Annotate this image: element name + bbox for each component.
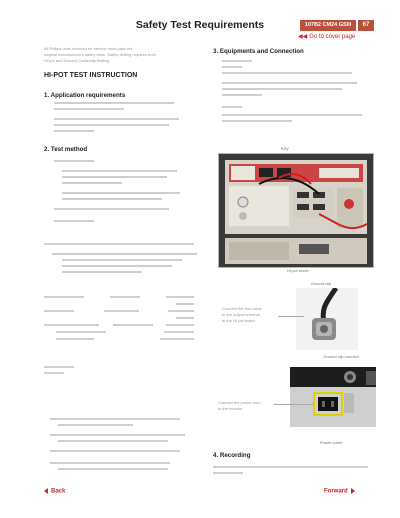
text-line	[54, 102, 174, 104]
go-to-cover-label: Go to cover page	[309, 34, 356, 40]
page-number-badge: 67	[358, 20, 374, 31]
text-line	[222, 114, 362, 116]
section4-heading: 4. Recording	[213, 452, 251, 459]
table-row	[44, 338, 194, 340]
test-cable-image	[296, 288, 358, 350]
back-button[interactable]	[44, 488, 65, 495]
text-line	[50, 450, 180, 452]
text-line	[222, 60, 252, 62]
note-block	[44, 366, 124, 374]
text-line	[62, 192, 180, 194]
parameter-table	[44, 296, 194, 345]
ground-clip-caption: Ground clip	[310, 281, 332, 286]
text-line	[213, 472, 243, 474]
text-line	[58, 440, 168, 442]
text-line	[50, 418, 180, 420]
text-line	[62, 170, 177, 172]
ground-clip-connect-caption: Ground clip connect	[323, 354, 359, 359]
text-line	[62, 176, 167, 178]
text-line	[222, 66, 242, 68]
forward-label: Forward	[324, 488, 348, 495]
model-badge: 107B2 CM24 GSIII	[300, 20, 356, 31]
text-line	[50, 462, 170, 464]
page-title: Safety Test Requirements	[135, 19, 265, 31]
procedure-block	[44, 243, 199, 273]
table-row	[44, 296, 194, 298]
double-arrow-left-icon: ◀◀	[298, 34, 308, 40]
key-label: Key	[281, 146, 289, 151]
text-line	[222, 120, 292, 122]
text-line	[54, 124, 169, 126]
text-line	[62, 271, 142, 273]
arrow-left-icon	[44, 488, 48, 494]
callout-line-pointer	[278, 316, 304, 317]
text-line	[62, 259, 182, 261]
section2-body	[54, 160, 204, 232]
callout-line: at the Hi-pot tester	[222, 318, 255, 323]
text-line	[44, 243, 194, 245]
table-row	[44, 317, 194, 319]
text-line	[62, 265, 172, 267]
text-line	[54, 220, 94, 222]
callout-line: Connect the power cord	[218, 400, 261, 405]
hipot-tester-photo	[218, 153, 374, 268]
callout-power	[218, 400, 288, 412]
callout-line: to the monitor	[218, 406, 243, 411]
table-row	[44, 310, 194, 312]
text-line	[222, 94, 262, 96]
go-to-cover-link[interactable]	[298, 33, 355, 40]
text-line	[213, 466, 368, 468]
section4-body	[213, 466, 373, 474]
power-outlet-caption: Power outlet	[319, 440, 343, 445]
callout-line: to the output terminal	[222, 312, 260, 317]
text-line	[54, 118, 179, 120]
table-row	[44, 324, 194, 326]
intro-paragraph	[44, 46, 194, 64]
instructions-list	[50, 418, 200, 470]
text-line	[62, 182, 122, 184]
text-line	[222, 106, 242, 108]
section1-heading: 1. Application requirements	[44, 92, 126, 99]
section2-heading: 2. Test method	[44, 146, 88, 153]
table-row	[44, 331, 194, 333]
intro-line: All Philips units returned for service must pass the	[44, 46, 133, 51]
table-row	[44, 303, 194, 305]
intro-line: original manufacturers safety tests. Safety testing requires both	[44, 52, 156, 57]
text-line	[222, 88, 342, 90]
callout-cable	[222, 306, 294, 324]
callout-line-pointer	[274, 404, 314, 405]
section3-heading: 3. Equipments and Connection	[213, 48, 304, 55]
text-line	[54, 160, 94, 162]
text-line	[222, 82, 357, 84]
hipot-heading: HI-POT TEST INSTRUCTION	[44, 72, 138, 79]
power-inlet-photo	[290, 367, 376, 427]
text-line	[54, 130, 94, 132]
text-line	[50, 434, 185, 436]
text-line	[222, 72, 352, 74]
forward-button[interactable]	[324, 488, 355, 495]
section1-body	[54, 102, 184, 132]
intro-line: Hi-pot and Ground Continuity testing.	[44, 58, 110, 63]
arrow-right-icon	[351, 488, 355, 494]
section3-body	[222, 60, 372, 122]
text-line	[62, 198, 162, 200]
text-line	[52, 253, 197, 255]
hipot-tester-caption: Hi-pot tester	[287, 268, 309, 273]
hipot-tester-image	[219, 154, 373, 267]
text-line	[54, 208, 169, 210]
text-line	[58, 468, 168, 470]
text-line	[58, 424, 133, 426]
power-inlet-image	[290, 367, 376, 427]
back-label: Back	[51, 488, 66, 495]
text-line	[54, 108, 124, 110]
test-cable-photo	[296, 288, 358, 350]
callout-line: Connect the test cable	[222, 306, 262, 311]
